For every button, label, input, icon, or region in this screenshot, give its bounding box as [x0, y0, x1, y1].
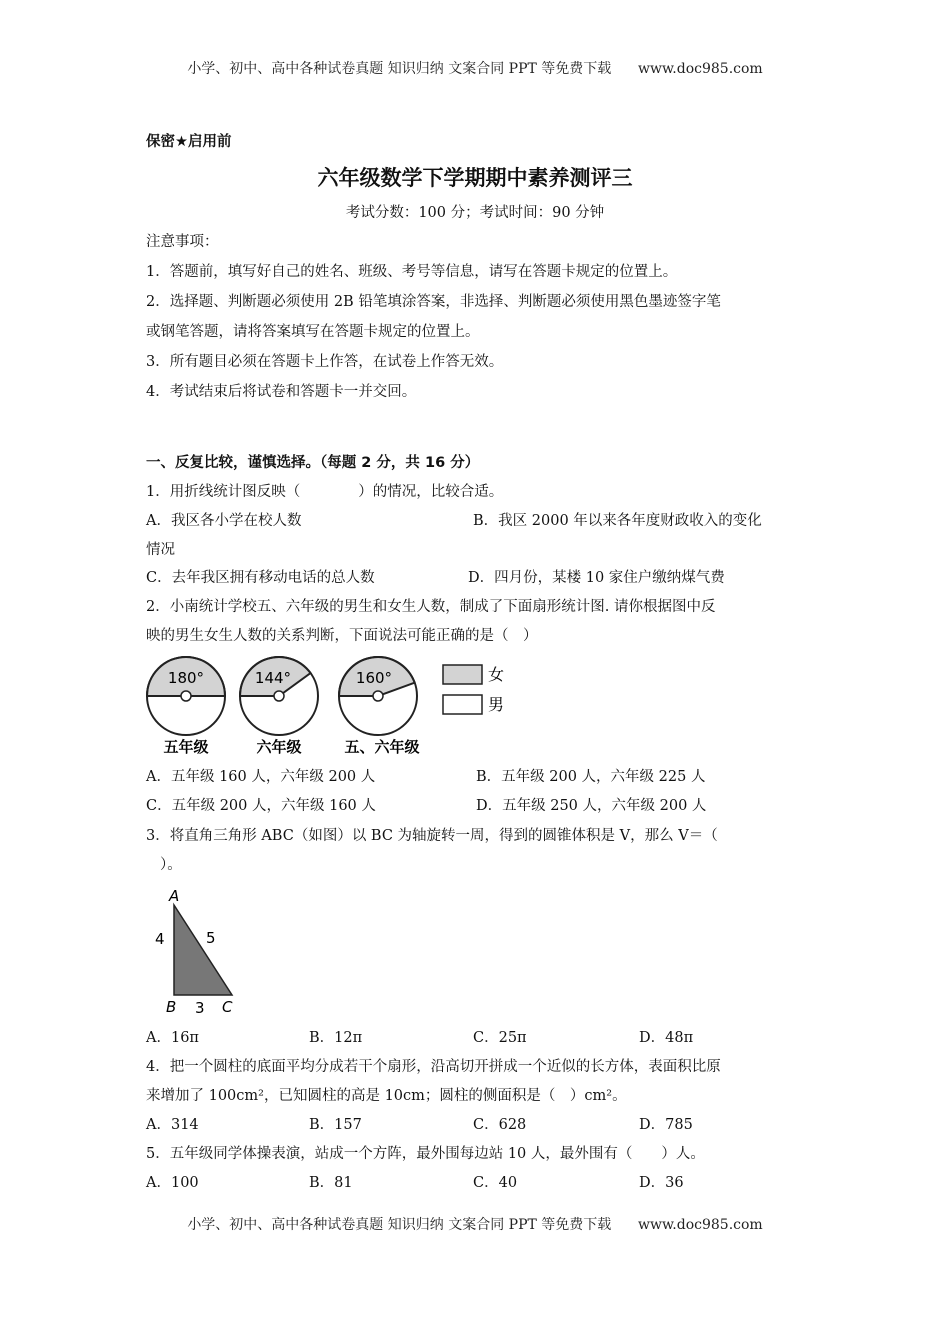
pie-center	[274, 691, 284, 701]
pie-angle-label: 144°	[254, 669, 292, 687]
q1-option-b[interactable]: B．我区 2000 年以来各年度财政收入的变化	[473, 513, 762, 529]
q3-stem: 3．将直角三角形 ABC（如图）以 BC 为轴旋转一周，得到的圆锥体积是 V，那么 V＝（	[146, 828, 718, 844]
side-ab-length: 4	[155, 930, 165, 948]
q4-option-d[interactable]: D．785	[639, 1117, 693, 1133]
legend-swatch-boys	[443, 695, 482, 714]
pie-sixth-grade	[240, 657, 318, 756]
q4-option-b[interactable]: B．157	[309, 1117, 362, 1133]
note-item: 2．选择题、判断题必须使用 2B 铅笔填涂答案，非选择、判断题必须使用黑色墨迹签字笔	[146, 294, 721, 310]
pie-angle-label: 160°	[355, 669, 393, 687]
q1-option-b-cont: 情况	[146, 542, 175, 558]
note-item: 3．所有题目必须在答题卡上作答，在试卷上作答无效。	[146, 354, 504, 370]
q3-option-c[interactable]: C．25π	[473, 1030, 527, 1046]
header-url[interactable]: www.doc985.com	[638, 61, 763, 77]
q5-option-c[interactable]: C．40	[473, 1175, 518, 1191]
vertex-c: C	[222, 998, 233, 1016]
pie-center	[181, 691, 191, 701]
q3-stem-cont: ）。	[160, 857, 182, 873]
q5-option-a[interactable]: A．100	[146, 1175, 199, 1191]
pie-caption: 五、六年级	[344, 738, 420, 756]
vertex-a: A	[169, 887, 180, 905]
notes-heading: 注意事项：	[146, 234, 219, 250]
q3-option-a[interactable]: A．16π	[146, 1030, 199, 1046]
vertex-b: B	[166, 998, 177, 1016]
q1-option-c[interactable]: C．去年我区拥有移动电话的总人数	[146, 570, 375, 586]
q2-option-c[interactable]: C．五年级 200 人，六年级 160 人	[146, 798, 376, 814]
q2-option-a[interactable]: A．五年级 160 人，六年级 200 人	[146, 769, 376, 785]
pie-legend	[443, 665, 504, 714]
legend-label-girls: 女	[488, 665, 505, 684]
pie-angle-label: 180°	[167, 669, 205, 687]
q2-option-b[interactable]: B．五年级 200 人，六年级 225 人	[476, 769, 706, 785]
q5-option-b[interactable]: B．81	[309, 1175, 353, 1191]
footer-text: 小学、初中、高中各种试卷真题 知识归纳 文案合同 PPT 等免费下载	[187, 1217, 612, 1233]
q4-stem: 4．把一个圆柱的底面平均分成若干个扇形，沿高切开拼成一个近似的长方体，表面积比原	[146, 1059, 721, 1075]
q4-option-a[interactable]: A．314	[146, 1117, 199, 1133]
page-header	[0, 58, 950, 78]
footer-url[interactable]: www.doc985.com	[638, 1217, 763, 1233]
note-item: 1．答题前，填写好自己的姓名、班级、考号等信息，请写在答题卡规定的位置上。	[146, 264, 678, 280]
side-bc-length: 3	[195, 999, 205, 1017]
note-item: 4．考试结束后将试卷和答题卡一并交回。	[146, 384, 417, 400]
legend-label-boys: 男	[488, 695, 505, 714]
page-footer	[0, 1214, 950, 1234]
secret-label: 保密★启用前	[146, 134, 232, 150]
q5-stem: 5．五年级同学体操表演，站成一个方阵，最外围每边站 10 人，最外围有（ ）人。	[146, 1146, 705, 1162]
q1-stem: 1．用折线统计图反映（ ）的情况，比较合适。	[146, 484, 504, 500]
exam-info: 考试分数：100 分；考试时间：90 分钟	[345, 205, 605, 221]
pie-fifth-grade	[147, 657, 225, 756]
q2-stem: 2．小南统计学校五、六年级的男生和女生人数，制成了下面扇形统计图. 请你根据图中反	[146, 599, 716, 615]
section-heading: 一、反复比较，谨慎选择。（每题 2 分，共 16 分）	[146, 455, 480, 471]
pie-charts-figure	[140, 650, 520, 762]
q2-option-d[interactable]: D．五年级 250 人，六年级 200 人	[476, 798, 707, 814]
side-ac-length: 5	[206, 929, 216, 947]
q2-stem-cont: 映的男生女生人数的关系判断，下面说法可能正确的是（ ）	[146, 628, 538, 644]
q4-stem-cont: 来增加了 100cm²，已知圆柱的高是 10cm；圆柱的侧面积是（ ）cm²。	[146, 1088, 627, 1104]
pie-caption: 五年级	[163, 738, 209, 756]
triangle-abc	[174, 905, 232, 995]
pie-both-grades	[339, 657, 420, 756]
legend-swatch-girls	[443, 665, 482, 684]
q3-option-d[interactable]: D．48π	[639, 1030, 694, 1046]
q1-option-d[interactable]: D．四月份，某楼 10 家住户缴纳煤气费	[468, 570, 725, 586]
triangle-figure	[146, 884, 246, 1018]
q5-option-d[interactable]: D．36	[639, 1175, 684, 1191]
q1-option-a[interactable]: A．我区各小学在校人数	[146, 513, 302, 529]
header-text: 小学、初中、高中各种试卷真题 知识归纳 文案合同 PPT 等免费下载	[187, 61, 612, 77]
pie-caption: 六年级	[256, 738, 302, 756]
q4-option-c[interactable]: C．628	[473, 1117, 527, 1133]
note-item: 或钢笔答题，请将答案填写在答题卡规定的位置上。	[146, 324, 480, 340]
page-title: 六年级数学下学期期中素养测评三	[317, 166, 633, 190]
q3-option-b[interactable]: B．12π	[309, 1030, 363, 1046]
pie-center	[373, 691, 383, 701]
